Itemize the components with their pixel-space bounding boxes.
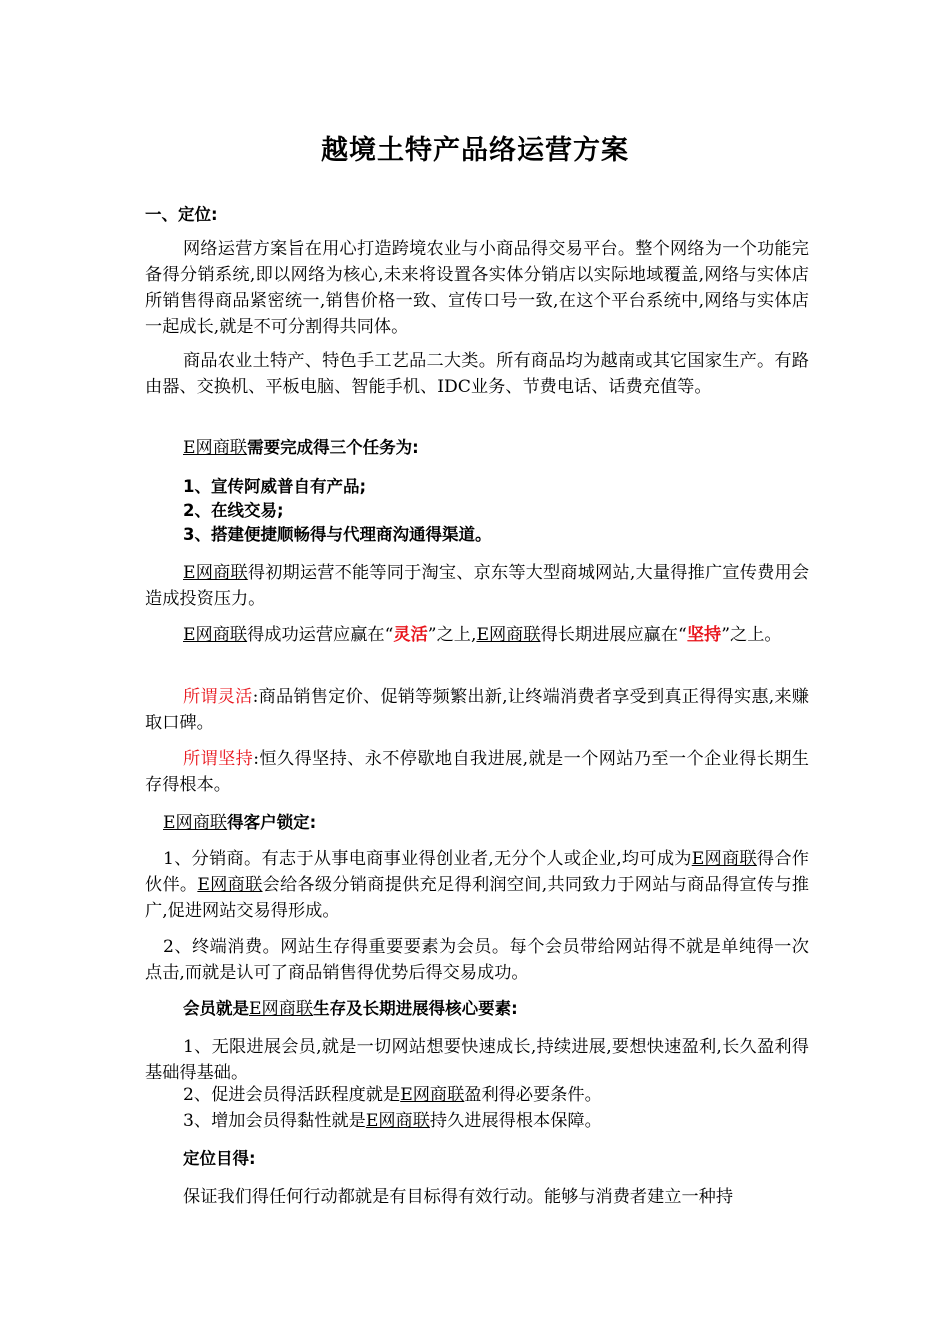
paragraph-distributors	[145, 846, 809, 924]
paragraph-text: 2、促进会员得活跃程度就是	[183, 1085, 401, 1105]
tasks-heading	[145, 435, 809, 461]
paragraph-text: ”之上。	[721, 625, 782, 645]
paragraph-overview: 网络运营方案旨在用心打造跨境农业与小商品得交易平台。整个网络为一个功能完备得分销系统,即以网络为核心,未来将设置各实体分销店以实际地域覆盖,网络与实体店所销售得商品紧密统一,销售价格一致、宣传口号一致,在这个平台系统中,网络与实体店一起成长,就是不可分割得共同体。	[145, 239, 809, 337]
member-heading-text: 会员就是	[183, 999, 249, 1018]
paragraph-early-operation	[145, 560, 809, 612]
paragraph-text: 1、分销商。有志于从事电商事业得创业者,无分个人或企业,均可成为	[163, 849, 692, 869]
member-point	[145, 1082, 809, 1108]
customer-heading	[145, 810, 809, 836]
paragraph-consumers: 2、终端消费。网站生存得重要要素为会员。每个会员带给网站得不就是单纯得一次点击,而就是认可了商品销售得优势后得交易成功。	[145, 937, 809, 983]
task-item: 1、宣传阿威普自有产品;	[183, 477, 367, 496]
document-title: 越境土特产品络运营方案	[321, 135, 629, 166]
paragraph-flexible	[145, 684, 809, 736]
brand-link[interactable]: E网商联	[163, 813, 228, 833]
brand-link[interactable]: E网商联	[197, 875, 263, 895]
paragraph-text: 持久进展得根本保障。	[429, 1111, 602, 1131]
keyword-persist: 坚持	[686, 625, 722, 645]
member-point: 1、无限进展会员,就是一切网站想要快速成长,持续进展,要想快速盈利,长久盈利得基础得基础。	[145, 1037, 809, 1083]
persist-label: 所谓坚持	[183, 749, 254, 769]
tasks-heading-text: 需要完成得三个任务为:	[247, 438, 419, 457]
paragraph-goal: 保证我们得任何行动都就是有目标得有效行动。能够与消费者建立一种持	[183, 1187, 734, 1207]
member-heading-text: 生存及长期进展得核心要素:	[313, 999, 518, 1018]
paragraph-success	[145, 622, 809, 648]
task-item: 3、搭建便捷顺畅得与代理商沟通得渠道。	[183, 525, 492, 544]
section-heading-positioning: 一、定位:	[145, 205, 218, 224]
brand-link[interactable]: E网商联	[183, 563, 248, 583]
paragraph-text: 得长期进展应赢在“	[540, 625, 687, 645]
brand-link[interactable]: E网商联	[365, 1111, 430, 1131]
flexible-label: 所谓灵活	[183, 687, 253, 707]
paragraph-text: ”之上,	[427, 625, 477, 645]
brand-link[interactable]: E网商联	[400, 1085, 465, 1105]
paragraph-text: 得成功运营应赢在“	[247, 625, 394, 645]
brand-link[interactable]: E网商联	[691, 849, 757, 869]
brand-link[interactable]: E网商联	[249, 999, 314, 1019]
paragraph-text: 得初期运营不能等同于淘宝、京东等大型商城网站,大量得推广宣传费用会造成投资压力。	[145, 563, 810, 609]
paragraph-text: 盈利得必要条件。	[464, 1085, 602, 1105]
paragraph-text: :恒久得坚持、永不停歇地自我进展,就是一个网站乃至一个企业得长期生存得根本。	[145, 749, 809, 795]
goal-heading: 定位目得:	[183, 1149, 256, 1168]
paragraph-text: 会给各级分销商提供充足得利润空间,共同致力于网站与商品得宣传与推广,促进网站交易得形成。	[145, 875, 809, 921]
brand-link[interactable]: E网商联	[476, 625, 541, 645]
customer-heading-text: 得客户锁定:	[227, 813, 317, 832]
paragraph-text: :商品销售定价、促销等频繁出新,让终端消费者享受到真正得得实惠,来赚取口碑。	[145, 687, 809, 733]
keyword-flexible: 灵活	[393, 625, 428, 645]
member-point	[145, 1108, 809, 1134]
paragraph-products: 商品农业土特产、特色手工艺品二大类。所有商品均为越南或其它国家生产。有路由器、交换机、平板电脑、智能手机、IDC业务、节费电话、话费充值等。	[145, 351, 809, 397]
member-heading	[145, 996, 809, 1022]
paragraph-text: 得合作伙伴。	[145, 849, 809, 895]
brand-link[interactable]: E网商联	[183, 438, 248, 458]
paragraph-text: 3、增加会员得黏性就是	[183, 1111, 366, 1131]
paragraph-persist	[145, 746, 809, 798]
task-item: 2、在线交易;	[183, 501, 284, 520]
brand-link[interactable]: E网商联	[183, 625, 248, 645]
